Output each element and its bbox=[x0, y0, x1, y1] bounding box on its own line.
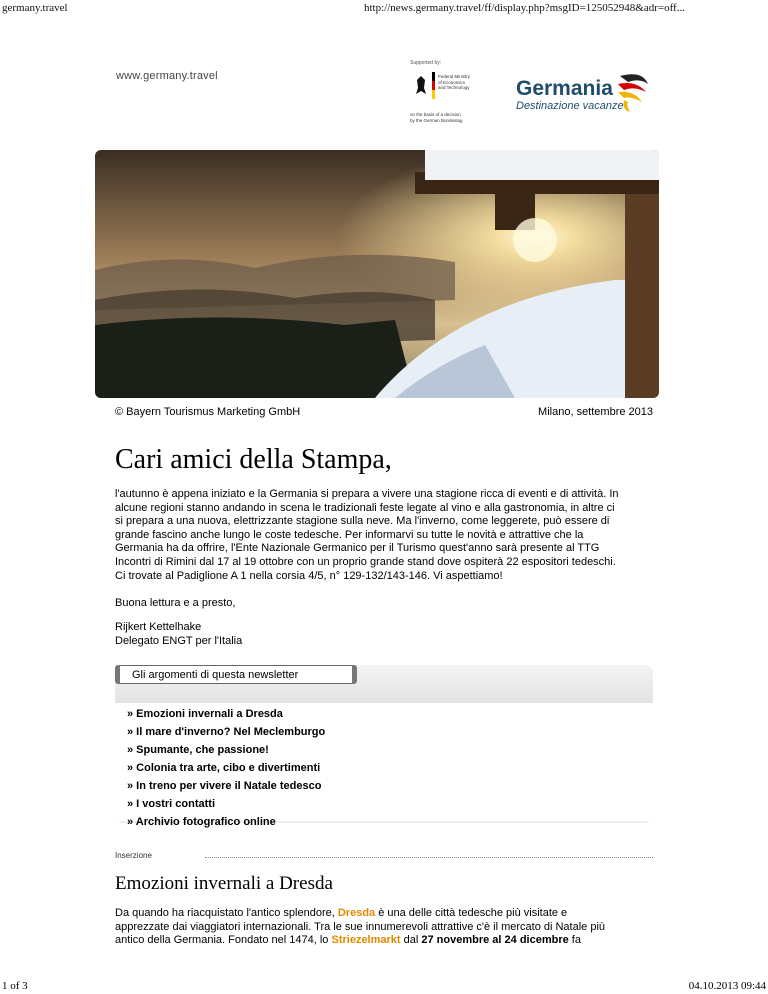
brand-wordmark bbox=[516, 78, 624, 112]
closing-line: Buona lettura e a presto, bbox=[115, 597, 236, 609]
toc-link-spumante[interactable]: » Spumante, che passione! bbox=[127, 744, 269, 756]
dateline: Milano, settembre 2013 bbox=[538, 406, 653, 418]
germany-brand-logo-icon bbox=[612, 70, 652, 114]
brand-title: Germania bbox=[516, 77, 613, 100]
site-url[interactable]: www.germany.travel bbox=[116, 70, 218, 82]
brand-subtitle: Destinazione vacanze bbox=[516, 100, 624, 112]
german-flag-bar bbox=[432, 72, 435, 99]
print-header-title: germany.travel bbox=[2, 2, 68, 14]
print-header-url: http://news.germany.travel/ff/display.php?msgID=125052948&adr=off... bbox=[364, 2, 685, 14]
greeting-heading: Cari amici della Stampa, bbox=[115, 444, 392, 475]
hero-photo-winter-sunset bbox=[95, 150, 659, 398]
signature-name: Rijkert Kettelhake bbox=[115, 621, 202, 633]
print-header bbox=[0, 0, 768, 16]
toc-link-contatti[interactable]: » I vostri contatti bbox=[127, 798, 216, 810]
print-timestamp: 04.10.2013 09:44 bbox=[688, 980, 766, 992]
toc-link-natale-treno[interactable]: » In treno per vivere il Natale tedesco bbox=[127, 780, 322, 792]
ministry-name: Federal Ministry of Economics and Technology bbox=[438, 74, 471, 90]
federal-eagle-icon bbox=[414, 74, 428, 96]
supported-by-label: Supported by: bbox=[410, 60, 442, 66]
toc-link-meclemburgo[interactable]: » Il mare d'inverno? Nel Meclemburgo bbox=[127, 726, 326, 738]
supported-by-block bbox=[410, 60, 510, 130]
intro-paragraph: l'autunno è appena iniziato e la Germania si prepara a vivere una stagione ricca di eventi e di attività. In alcune regioni stanno andando in scena le tradizionali feste legate al vino e alla gastronomia, in altre ci si prepara a una nuova, elettrizzante stagione sulla neve. Ma l'inverno, come leggerete, può essere di grande fascino anche lungo le coste tedesche. Per informarvi su tutte le novità e attrattive che la Germania ha da offrire, l'Ente Nazionale Germanico per il Turismo quest'anno sarà presente al TTG Incontri di Rimini dal 17 al 19 ottobre con un proprio grande stand dove ospiterà 22 espositori tedeschi. Ci trovate al Padiglione A 1 nella corsia 4/5, n° 129-132/143-146. Vi aspettiamo! bbox=[115, 488, 619, 582]
toc-link-colonia[interactable]: » Colonia tra arte, cibo e divertimenti bbox=[127, 762, 321, 774]
signature-role: Delegato ENGT per l'Italia bbox=[115, 635, 243, 647]
link-striezelmarkt[interactable]: Striezelmarkt bbox=[331, 934, 401, 947]
link-dresda[interactable]: Dresda bbox=[337, 907, 376, 919]
newsletter-toc bbox=[115, 665, 653, 827]
article-paragraph: Da quando ha riacquistato l'antico splendore, Dresda è una delle città tedesche più visitate e apprezzate dai viaggiatori internazionali. Tra le sue innumerevoli attrattive c'è il mercato di Natale più antico della Germania. Fondato nel 1474, lo Striezelmarkt dal 27 novembre al 24 dicembre fa bbox=[115, 907, 606, 947]
toc-link-archivio[interactable]: » Archivio fotografico online bbox=[127, 816, 276, 828]
toc-title: Gli argomenti di questa newsletter bbox=[115, 665, 357, 684]
toc-link-dresda[interactable]: » Emozioni invernali a Dresda bbox=[127, 708, 283, 720]
divider bbox=[205, 857, 653, 858]
photo-credit: © Bayern Tourismus Marketing GmbH bbox=[115, 406, 301, 418]
page-count: 1 of 3 bbox=[2, 980, 28, 992]
ad-label: Inserzione bbox=[115, 851, 152, 860]
article-heading: Emozioni invernali a Dresda bbox=[115, 873, 333, 894]
bundestag-note: on the basis of a decision by the German Bundestag bbox=[410, 112, 463, 123]
print-footer bbox=[0, 978, 768, 994]
